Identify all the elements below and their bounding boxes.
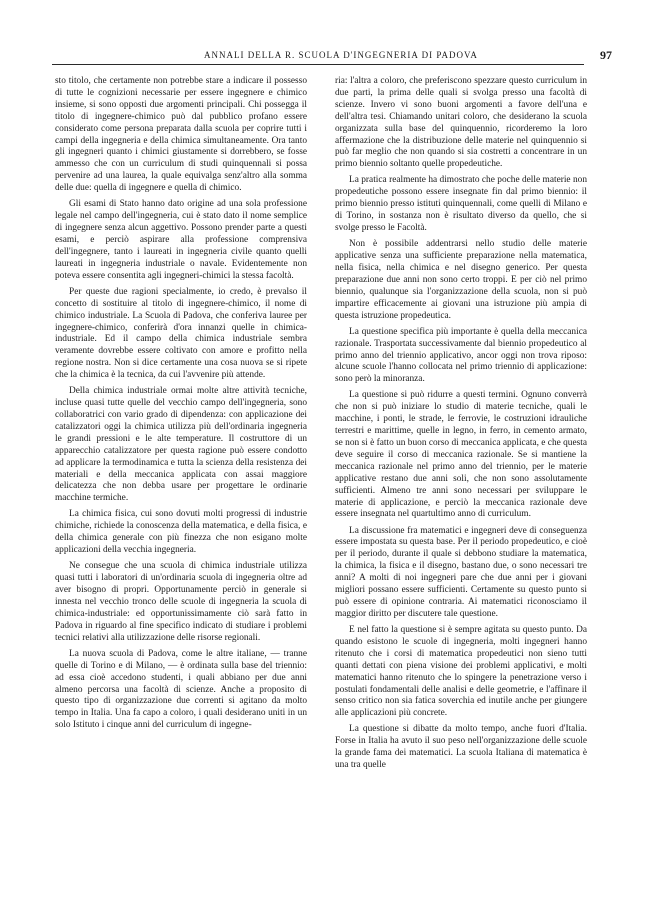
right-column [335, 76, 587, 772]
running-head: ANNALI DELLA R. SCUOLA D'INGEGNERIA DI PADOVA [200, 50, 482, 60]
paragraph: La pratica realmente ha dimostrato che poche delle materie non propedeutiche possono essere insegnate fin dal primo biennio: il primo biennio presso istituti quinquennali, come quelli di Milano e di Torino, in sostanza non è risultato diverso da quello, che si svolge presso le Facoltà. [335, 175, 587, 234]
paragraph: La questione specifica più importante è quella della meccanica razionale. Trasportata successivamente dal biennio propedeutico al primo anno del triennio applicativo, ancor oggi non trova riposo: alcune scuole l'hanno collocata nel primo triennio di applicazione: sono però la minoranza. [335, 326, 587, 385]
paragraph: La questione si può ridurre a questi termini. Ognuno converrà che non si può iniziare lo studio di materie tecniche, quali le macchine, i ponti, le strade, le ferrovie, le costruzioni idrauliche terrestri e marittime, quelle in legno, in ferro, in cemento armato, se non si è fatto un buon corso di meccanica applicata, e che questa deve seguire il corso di meccanica razionale. Se si mantiene la meccanica razionale nel primo anno del triennio, per le materie applicative restano due anni soli, che non sono assolutamente sufficienti. Almeno tre anni sono necessari per sviluppare le materie di applicazione, e perciò la meccanica razionale deve essere insegnata nel quartultimo anno di curriculum. [335, 390, 587, 520]
paragraph: sto titolo, che certamente non potrebbe stare a indicare il possesso di tutte le cognizioni necessarie per essere ingegnere e chimico insieme, si sono opposti due argomenti principali. Chi possegga il titolo di ingegnere-chimico può dal pubblico profano essere considerato come persona preparata dalla scuola per coprire tutti i campi della ingegneria e della chimica simultaneamente. Ora tanto gli ingegneri quanto i chimici giustamente si dorrebbero, se fosse ammesso che con un curriculum di studi quinquennali si possa pervenire ad una laurea, la quale equivalga senz'altro alla somma delle due: quella di ingegnere e quella di chimico. [55, 76, 307, 194]
paragraph: Per queste due ragioni specialmente, io credo, è prevalso il concetto di sostituire al titolo di ingegnere-chimico, il nome di chimico industriale. La Scuola di Padova, che conferiva lauree per ingegnere-chimico, conferirà d'ora innanzi quelle in chimica-industriale. Ed il campo della chimica industriale sembra veramente dovrebbe essere coltivato con amore e profitto nella regione nostra. Non si dice certamente una cosa nuova se si ripete che la chimica è la tecnica, da cui l'avvenire più attende. [55, 286, 307, 381]
paragraph: La discussione fra matematici e ingegneri deve di conseguenza essere impostata su questa base. Per il periodo propedeutico, e cioè per il periodo, durante il quale si debbono studiare la matematica, la chimica, la fisica e il disegno, bastano due, o sono necessari tre anni? A molti di noi ingegneri pare che due anni per i giovani migliori possano essere sufficienti. Certamente su questo punto si può essere di opinione contraria. Ai matematici riconosciamo il maggior diritto per discutere tale questione. [335, 525, 587, 619]
header-rule [52, 64, 584, 65]
paragraph: Non è possibile addentrarsi nello studio delle materie applicative senza una sufficiente preparazione nella matematica, nella fisica, nella chimica e nel disegno generico. Per questa preparazione due anni non sono certo troppi. E per ciò nel primo biennio, qualunque sia l'organizzazione della scuola, non si può impartire efficacemente ai giovani una istruzione più ampia di questa istruzione propedeutica. [335, 239, 587, 321]
page-number: 97 [600, 48, 612, 62]
paragraph: Ne consegue che una scuola di chimica industriale utilizza quasi tutti i laboratori di un'ordinaria scuola di ingegneria oltre ad aver bisogno di propri. Opportunamente perciò in generale si innesta nel vecchio tronco delle scuole di ingegneria la scuola di chimica-industriale: ed opportunissimamente ciò sarà fatto in Padova in riguardo al fine specifico indicato di studiare i problemi tecnici relativi alla utilizzazione delle risorse regionali. [55, 561, 307, 643]
paragraph: La chimica fisica, cui sono dovuti molti progressi di industrie chimiche, richiede la conoscenza della matematica, e della fisica, e della chimica generale con più finezza che non esigano molte applicazioni della vecchia ingegneria. [55, 509, 307, 556]
paragraph: La nuova scuola di Padova, come le altre italiane, — tranne quelle di Torino e di Milano, — è ordinata sulla base del triennio: ad essa cioè accedono studenti, i quali abbiano per due anni almeno percorsa una facoltà di scienze. Anche a proposito di questo tipo di organizzazione due correnti si agitano da molto tempo in Italia. Una fa capo a coloro, i quali desiderano uniti in un solo Istituto i cinque anni del curriculum di ingegne- [55, 648, 307, 731]
paragraph: ria: l'altra a coloro, che preferiscono spezzare questo curriculum in due parti, la prima delle quali si svolga presso una facoltà di scienze. Invero vi sono buoni argomenti a favore dell'una e dell'altra tesi. Chiamando unitari coloro, che desiderano la scuola organizzata sulla base del quinquennio, ricorderemo la loro affermazione che la distribuzione delle materie nel quinquennio si può far meglio che non quando si sia costretti a concentrare in un primo biennio soltanto quelle propedeutiche. [335, 76, 587, 170]
paragraph: Gli esami di Stato hanno dato origine ad una sola professione legale nel campo dell'ingegneria, cui è stato dato il nome semplice di ingegnere senza alcun aggettivo. Possono prender parte a questi esami, e perciò aspirare alla professione comprensiva dell'ingegnere, tanto i laureati in ingegneria civile quanto quelli laureati in ingegneria industriale o navale. Evidentemente non poteva essere consentita agli ingegneri-chimici la stessa facoltà. [55, 199, 307, 281]
page-header [52, 50, 612, 68]
paragraph: La questione si dibatte da molto tempo, anche fuori d'Italia. Forse in Italia ha avuto il suo peso nell'organizzazione delle scuole la grande fama dei matematici. La scuola Italiana di matematica è una tra quelle [335, 724, 587, 771]
left-column [55, 76, 307, 732]
paragraph: E nel fatto la questione si è sempre agitata su questo punto. Da quando esistono le scuole di ingegneria, molti ingegneri hanno ritenuto che i corsi di matematica propedeutici non sieno tutti quanti dettati con piena visione dei problemi applicativi, e molti matematici hanno ritenuto che lo spingere la penetrazione verso i postulati fondamentali delle analisi e delle geometrie, e l'affinare il senso critico non sia fatica soverchia ed inutile anche per giungere alle applicazioni più concrete. [335, 625, 587, 719]
paragraph: Della chimica industriale ormai molte altre attività tecniche, incluse quasi tutte quelle del vecchio campo dell'ingegneria, sono collaboratrici con vario grado di dipendenza: con applicazione dei catalizzatori oggi la chimica utilizza più dell'ordinaria ingegneria le grandi pressioni e le alte temperature. Il costruttore di un apparecchio catalizzatore per questa ragione può essere condotto ad applicare la termodinamica e tutta la scienza della resistenza dei materiali e della meccanica applicata con assai maggiore delicatezza che non debba usare per progettare le ordinarie macchine termiche. [55, 386, 307, 504]
